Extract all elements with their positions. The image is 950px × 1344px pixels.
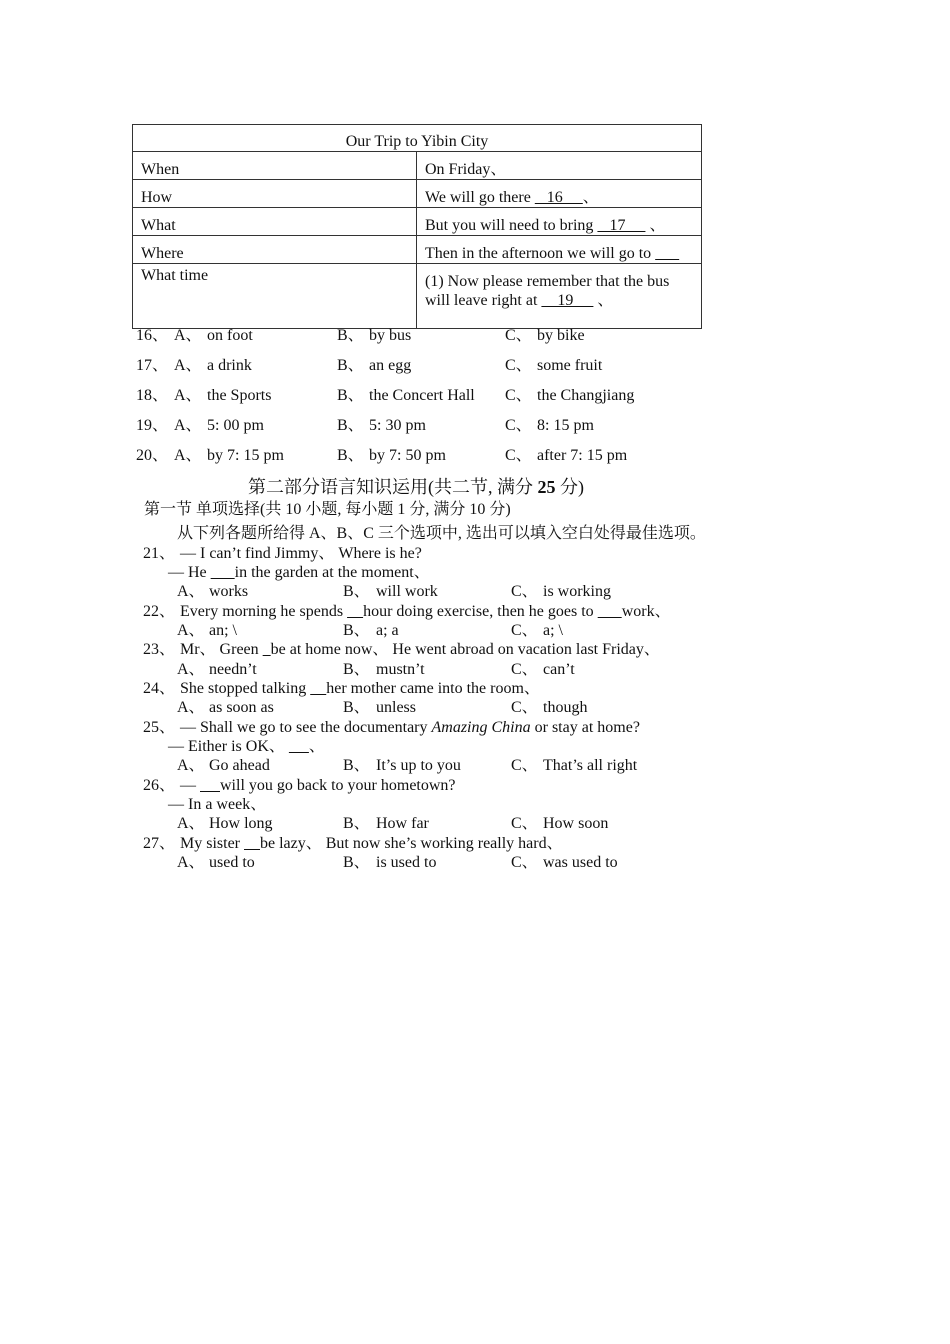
table-row	[133, 208, 702, 236]
row-content: We will go there 16 、	[417, 180, 702, 208]
table-title: Our Trip to Yibin City	[133, 125, 702, 152]
blank-19: 19	[541, 292, 594, 309]
row-content: But you will need to bring 17 、	[417, 208, 702, 236]
section-heading: 第二部分语言知识运用(共二节, 满分 25 分)	[248, 477, 584, 497]
row-label: What time	[133, 264, 417, 329]
trip-table	[132, 124, 702, 329]
row-content: Then in the afternoon we will go to	[417, 236, 702, 264]
section-subheading: 第一节 单项选择(共 10 小题, 每小题 1 分, 满分 10 分)	[144, 501, 511, 518]
document-page: Our Trip to Yibin City When On Friday、 How We will go there 16 、 What But you will need to bring 17 、 Where Then in the afternoon we will go to What time (1) Now please remember that the bus will leave right at 19 、 16、 A、 on foot B、 by bus C、 by bike 17、 A、 a drink B、 an egg C、 some fruit 18、 A、 the Sports B、 the Concert Hall C、 the Changjiang 19、 A、 5: 00 pm B、 5: 30 pm C、 8: 15 pm 20、 A、 by 7: 15 pm B、 by 7: 50 pm C、 after 7: 15 pm 第二部分语言知识运用(共二节, 满分 25 分) 第一节 单项选择(共 10 小题, 每小题 1 分, 满分 10 分) 从下列各题所给得 A、B、C 三个选项中, 选出可以填入空白处得最佳选项。 21、 — I can’t find Jimmy、 Where is he? — He in the garden at the moment、 A、 works B、 will work C、 is working 22、 Every morning he spends hour doing exercise, then he goes to work、 A、 an; \ B、 a; a C、 a; \ 23、 Mr、 Green be at home now、 He went abroad on vacation last Friday、 A、 needn’t B、 mustn’t C、 can’t 24、 She stopped talking her mother came into the room、 A、 as soon as B、 unless C、 though 25、 — Shall we go to see the documentary Amazing China or stay at home? — Either is OK、 、 A、 Go ahead B、 It’s up to you C、 That’s all right 26、 — will you go back to your hometown? — In a week、 A、 How long B、 How far C、 How soon 27、 My sister be lazy、 But now she’s working really hard、 A、 used to B、 is used to C、 was used to	[0, 0, 950, 1344]
section-instruction: 从下列各题所给得 A、B、C 三个选项中, 选出可以填入空白处得最佳选项。	[177, 525, 706, 542]
question-26-line2: — In a week、	[168, 796, 267, 813]
row-label: How	[133, 180, 417, 208]
row-content: (1) Now please remember that the bus will leave right at 19 、	[417, 264, 702, 329]
table-row	[133, 236, 702, 264]
question-21-line2: — He in the garden at the moment、	[168, 564, 430, 581]
blank-18	[655, 245, 679, 262]
question-25-line2: — Either is OK、 、	[168, 738, 325, 755]
row-label: Where	[133, 236, 417, 264]
table-row	[133, 264, 702, 329]
table-row	[133, 152, 702, 180]
blank-17: 17	[597, 217, 646, 234]
blank-16: 16	[534, 189, 583, 206]
row-label: When	[133, 152, 417, 180]
table-row	[133, 180, 702, 208]
row-label: What	[133, 208, 417, 236]
row-content: On Friday、	[417, 152, 702, 180]
